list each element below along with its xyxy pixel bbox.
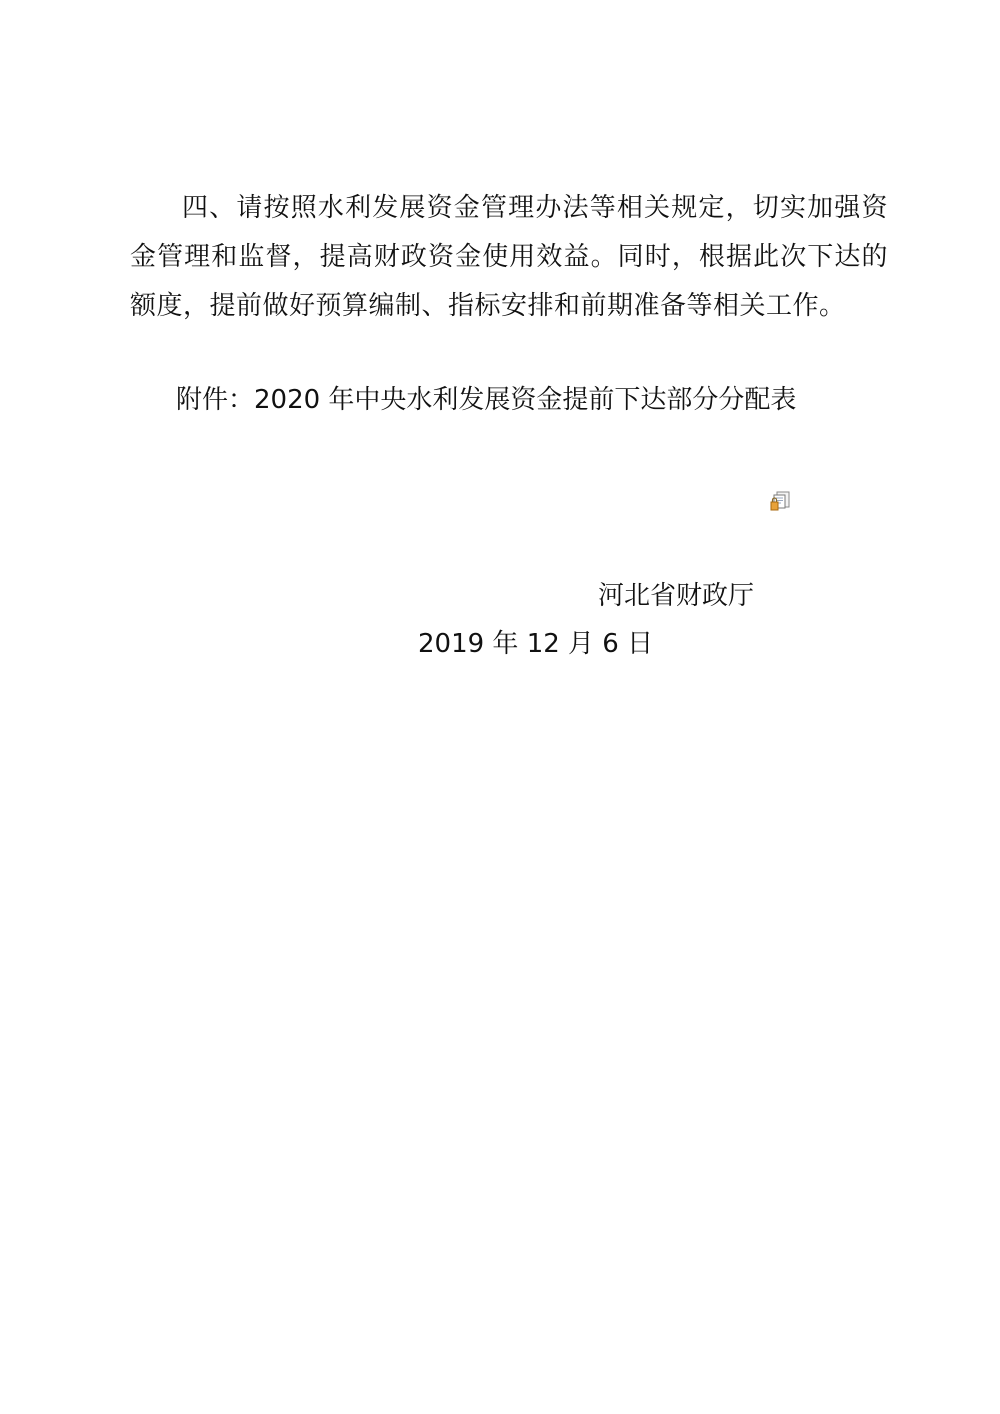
body-paragraph: 四、请按照水利发展资金管理办法等相关规定，切实加强资金管理和监督，提高财政资金使用效益。同时，根据此次下达的额度，提前做好预算编制、指标安排和前期准备等相关工作。 <box>130 193 888 321</box>
attachment-line: 附件：2020 年中央水利发展资金提前下达部分分配表 <box>176 385 797 415</box>
issuer-signature: 河北省财政厅 <box>598 581 755 611</box>
issue-date: 2019 年 12 月 6 日 <box>418 629 654 659</box>
attached-file-icon[interactable] <box>770 490 792 512</box>
